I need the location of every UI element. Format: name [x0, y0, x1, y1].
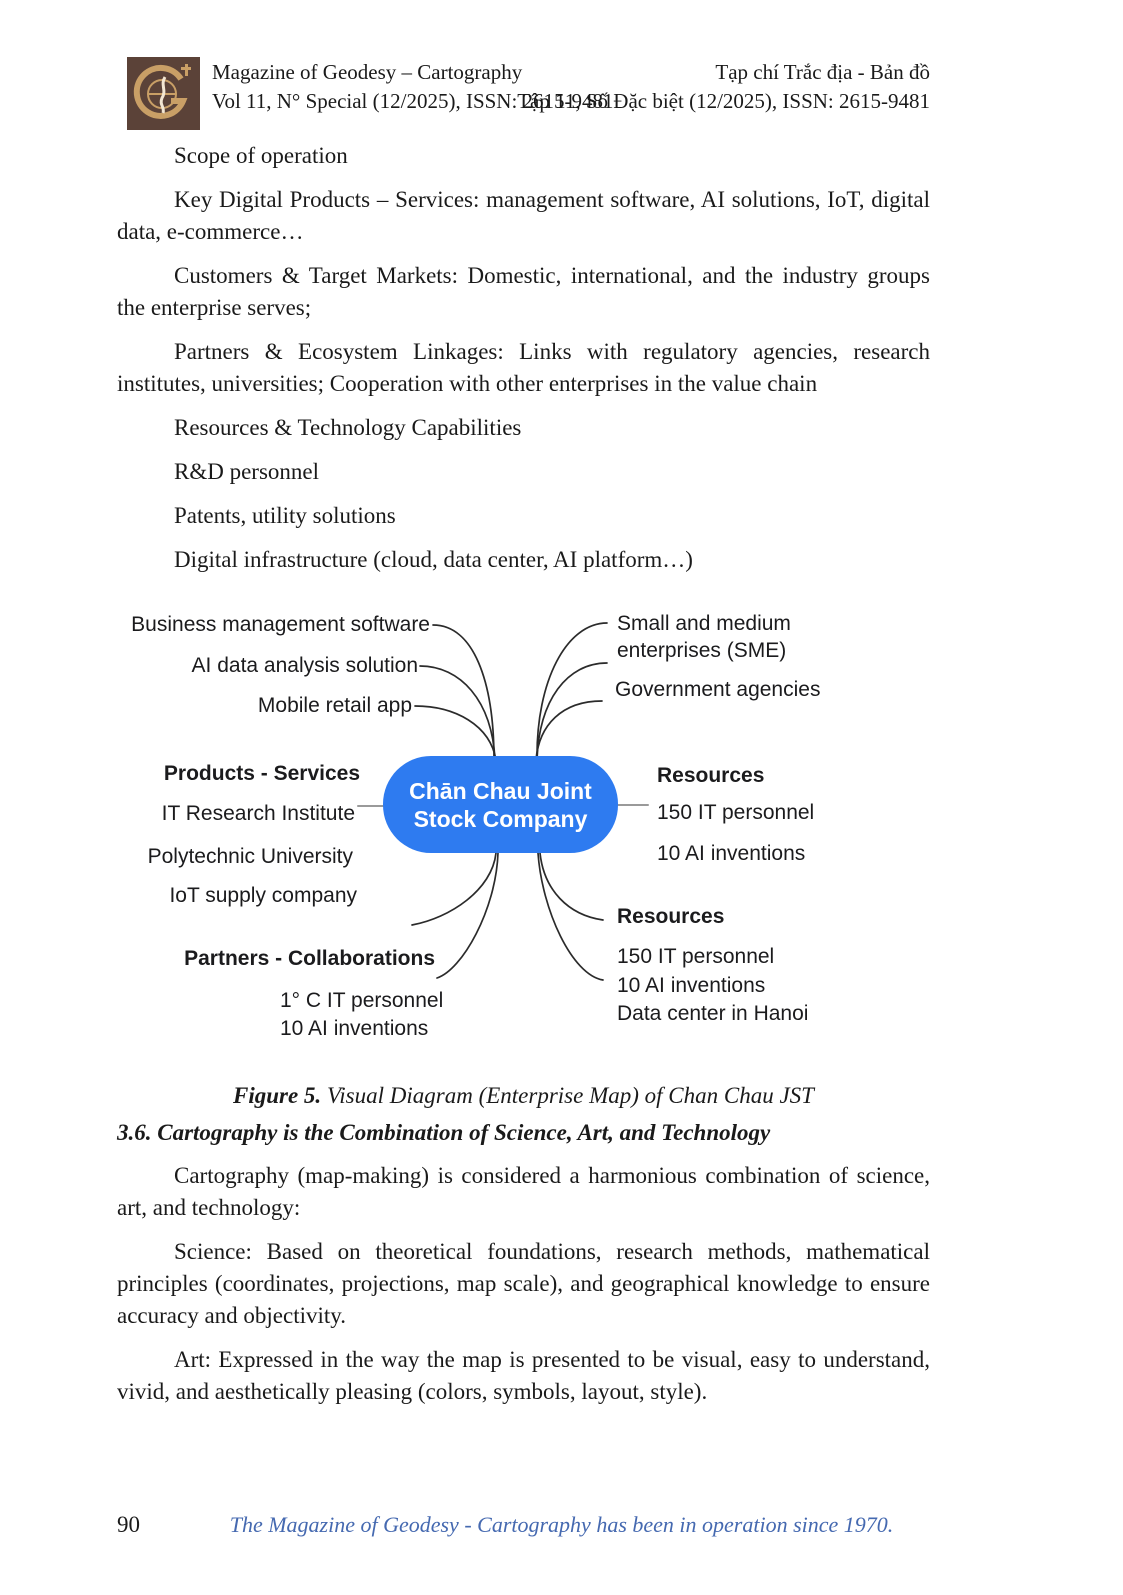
label-polytechnic-university: Polytechnic University: [147, 845, 353, 868]
label-iot-supply-company: IoT supply company: [169, 884, 357, 907]
journal-issue-en: Vol 11, N° Special (12/2025), ISSN: 2615-9481: [212, 89, 614, 113]
journal-logo-icon: [127, 57, 200, 130]
paragraph: Customers & Target Markets: Domestic, international, and the industry groups the enterprise serves;: [117, 263, 930, 320]
label-partners-inventions: 10 AI inventions: [280, 1017, 429, 1040]
label-products-services-title: Products - Services: [163, 762, 360, 785]
label-resources-bottom-inventions: 10 AI inventions: [617, 974, 766, 997]
paragraph: Cartography (map-making) is considered a harmonious combination of science, art, and technology:: [117, 1163, 930, 1220]
label-ai-data-analysis-solution: AI data analysis solution: [191, 654, 418, 677]
label-data-center-hanoi: Data center in Hanoi: [617, 1002, 809, 1025]
paragraph: Art: Expressed in the way the map is presented to be visual, easy to understand, vivid, and aesthetically pleasing (colors, symbols, layout, style).: [117, 1347, 930, 1404]
journal-name-en: Magazine of Geodesy – Cartography: [212, 60, 523, 84]
label-sme-line1: Small and medium: [617, 612, 791, 635]
central-node-line2: Stock Company: [413, 805, 588, 832]
journal-name-vi: Tạp chí Trắc địa - Bản đồ: [715, 60, 930, 84]
masthead: [0, 0, 1123, 135]
paragraph: Science: Based on theoretical foundations, research methods, mathematical principles (coordinates, projections, map scale), and geographical knowledge to ensure accuracy and objectivity.: [117, 1239, 930, 1328]
figure-caption-text: Visual Diagram (Enterprise Map) of Chan Chau JST: [321, 1083, 814, 1108]
figure-caption-label: Figure 5.: [233, 1083, 322, 1108]
label-resources-bottom-personnel: 150 IT personnel: [617, 945, 775, 968]
page-footer: [0, 1512, 1123, 1552]
label-it-research-institute: IT Research Institute: [161, 802, 355, 825]
label-partners-personnel: 1° C IT personnel: [280, 989, 444, 1012]
paragraph: Resources & Technology Capabilities: [174, 415, 522, 440]
label-sme-line2: enterprises (SME): [617, 639, 787, 662]
label-government-agencies: Government agencies: [615, 678, 821, 701]
paragraph: Patents, utility solutions: [174, 503, 396, 528]
label-business-management-software: Business management software: [131, 613, 430, 636]
label-resources-bottom-title: Resources: [617, 905, 725, 928]
paragraph: Key Digital Products – Services: management software, AI solutions, IoT, digital data, e-commerce…: [117, 187, 930, 244]
label-mobile-retail-app: Mobile retail app: [257, 694, 412, 717]
journal-title-vietnamese: [517, 58, 930, 116]
paragraph: Partners & Ecosystem Linkages: Links with regulatory agencies, research institutes, universities; Cooperation with other enterprises in the value chain: [117, 339, 930, 396]
journal-issue-vi: Tập 11, Số Đặc biệt (12/2025), ISSN: 2615-9481: [517, 89, 930, 113]
central-node: [383, 756, 618, 853]
paragraph: R&D personnel: [174, 459, 320, 484]
paragraph: Digital infrastructure (cloud, data center, AI platform…): [174, 547, 693, 572]
central-node-line1: Chān Chau Joint: [409, 777, 592, 804]
figure-caption: [117, 1083, 930, 1109]
label-sme: [617, 610, 791, 664]
label-resources-right-inventions: 10 AI inventions: [657, 842, 806, 865]
body-text-lower: [117, 1160, 930, 1420]
label-partners-collaborations-title: Partners - Collaborations: [184, 947, 435, 970]
body-text-upper: [117, 140, 930, 588]
label-resources-right-personnel: 150 IT personnel: [657, 801, 815, 824]
section-heading: 3.6. Cartography is the Combination of Science, Art, and Technology: [117, 1120, 771, 1145]
page-number: 90: [117, 1512, 140, 1537]
footer-note: The Magazine of Geodesy - Cartography has been in operation since 1970.: [229, 1512, 894, 1537]
paragraph: Scope of operation: [174, 143, 348, 168]
enterprise-map-diagram: [131, 580, 821, 1050]
label-resources-right-title: Resources: [657, 764, 765, 787]
